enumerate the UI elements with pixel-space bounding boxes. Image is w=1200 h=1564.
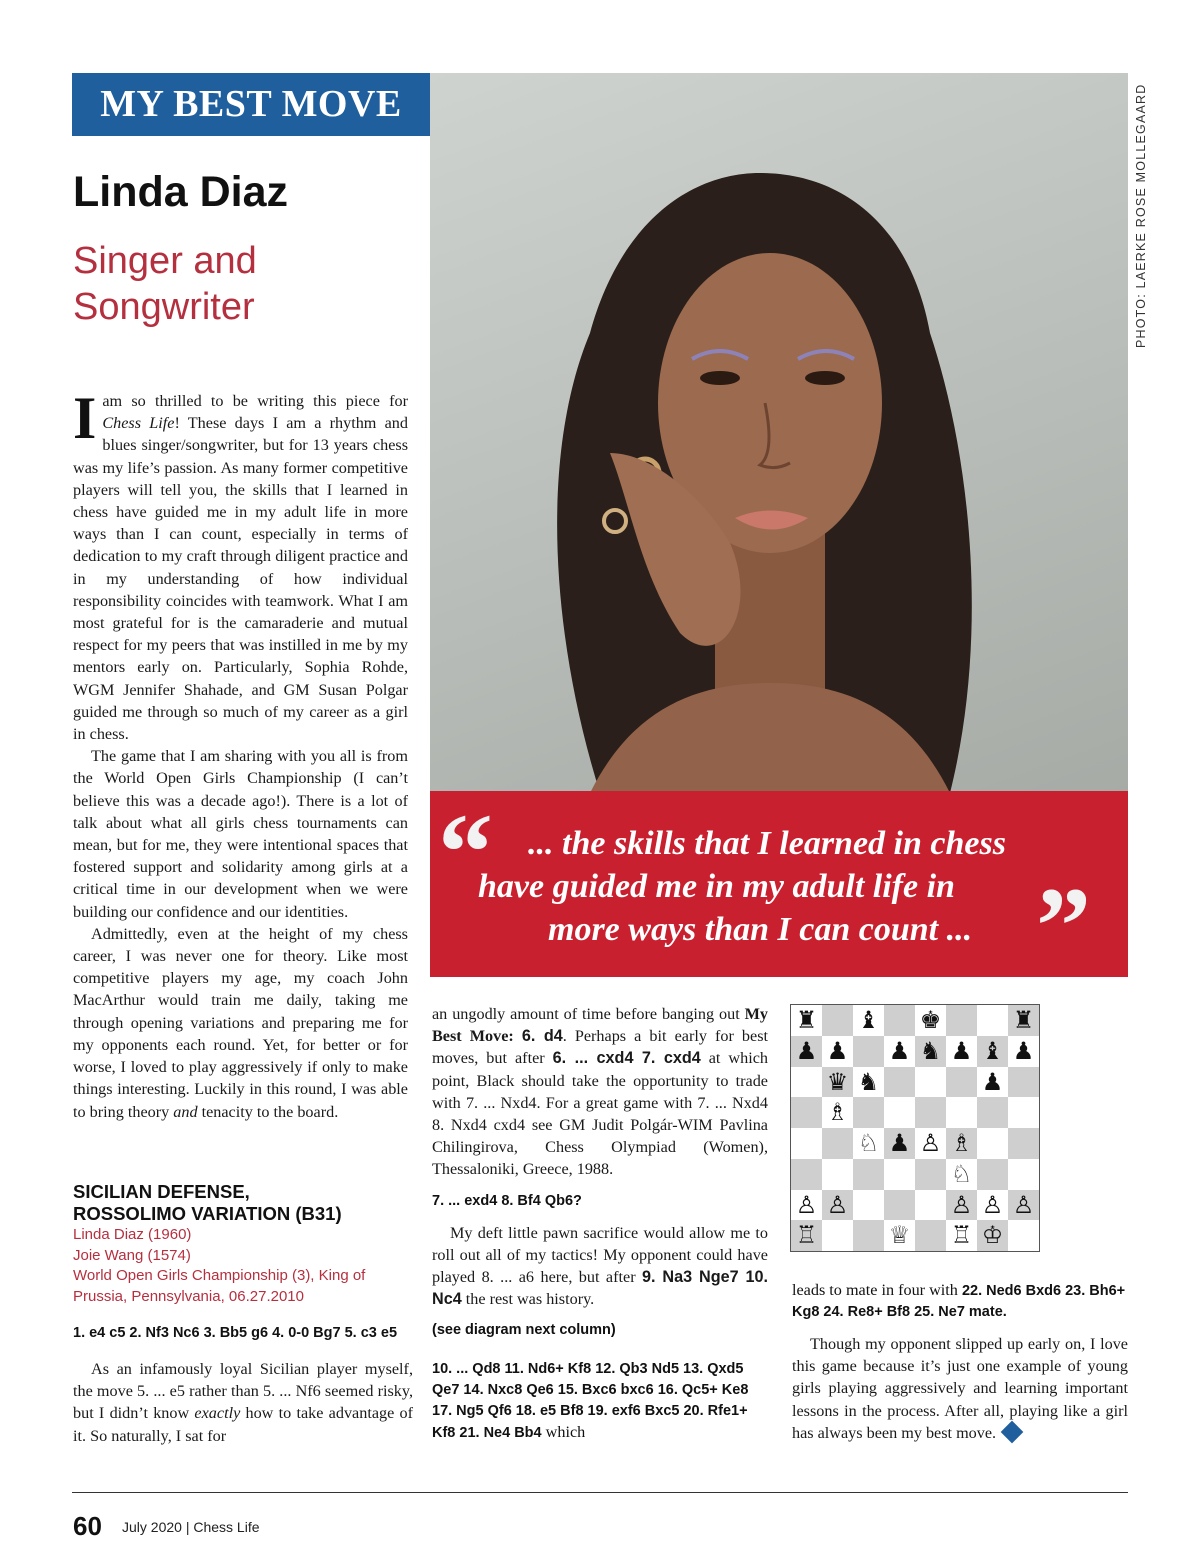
square-d5	[884, 1097, 915, 1128]
para-6-c: the rest was history.	[461, 1290, 595, 1309]
square-h5	[1008, 1097, 1039, 1128]
chess-piece: ♟	[950, 1036, 973, 1065]
pull-quote-line-2: have guided me in my adult life in	[478, 868, 955, 905]
para-4-em: exactly	[194, 1404, 241, 1423]
chess-piece: ♟	[826, 1036, 849, 1065]
chess-piece: ♟	[1012, 1036, 1035, 1065]
square-a2	[791, 1190, 822, 1221]
square-e8	[915, 1005, 946, 1036]
para-4-a: As an infamously loyal Sicilian player myself, the move 5. ... e5 rather than 5. ... Nf6 seemed risky, but I didn’t know	[73, 1360, 413, 1423]
portrait-photo	[430, 73, 1128, 793]
footer-issue: July 2020 | Chess Life	[122, 1519, 260, 1535]
square-f3	[946, 1159, 977, 1190]
para-8: Though my opponent slipped up early on, I love this game because it’s just one example of young girls playing aggressively and learning important lessons in the process. After all, playing like a girl has always been my best move.	[792, 1335, 1128, 1442]
chess-piece: ♟	[981, 1067, 1004, 1096]
square-h8	[1008, 1005, 1039, 1036]
end-mark-icon	[1001, 1420, 1024, 1443]
square-f5	[946, 1097, 977, 1128]
square-g3	[977, 1159, 1008, 1190]
chess-piece: ♙	[919, 1129, 942, 1157]
footer-rule	[72, 1492, 1128, 1493]
square-a3	[791, 1159, 822, 1190]
para-5-b2: 6. d4	[521, 1027, 563, 1046]
square-f4	[946, 1128, 977, 1159]
square-h1	[1008, 1220, 1039, 1251]
para-5-b1: My Best Move:	[432, 1005, 768, 1046]
square-d7	[884, 1036, 915, 1067]
square-d1	[884, 1220, 915, 1251]
square-e7	[915, 1036, 946, 1067]
chess-piece: ♙	[950, 1190, 973, 1219]
square-a6	[791, 1067, 822, 1098]
game-event: World Open Girls Championship (3), King of Prussia, Pennsylvania, 06.27.2010	[73, 1267, 366, 1305]
chess-piece: ♙	[1012, 1190, 1035, 1219]
game-title-1: SICILIAN DEFENSE,	[73, 1181, 250, 1202]
square-h7	[1008, 1036, 1039, 1067]
square-e6	[915, 1067, 946, 1098]
square-g1	[977, 1220, 1008, 1251]
chess-piece: ♟	[888, 1129, 911, 1157]
para-6-a: My deft little pawn sacrifice would allow me to roll out all of my tactics! My opponent could have played 8. ... a6 here, but after	[432, 1223, 768, 1287]
square-h6	[1008, 1067, 1039, 1098]
para-6-b: 9. Na3 Nge7 10. Nc4	[432, 1268, 768, 1309]
para-7-a: leads to mate in four with	[792, 1281, 962, 1299]
para-3-b: tenacity to the board.	[197, 1102, 339, 1121]
para-5-a: an ungodly amount of time before banging out	[432, 1005, 745, 1023]
square-a5	[791, 1097, 822, 1128]
pull-quote	[430, 791, 1128, 987]
para-3-a: Admittedly, even at the height of my chess career, I was never one for theory. Like most competitive players my age, my coach John MacArthur would train me daily, taking me through opening variations and preparing me for my opponents each round. Yet, for better or for worse, I loved to play aggressively if only to make things interesting. Luckily in this round, I was able to bring theory	[73, 924, 408, 1121]
square-g4	[977, 1128, 1008, 1159]
chess-piece: ♘	[857, 1129, 880, 1157]
para-5-d: 6. ... cxd4 7. cxd4	[552, 1049, 701, 1068]
square-b8	[822, 1005, 853, 1036]
para-5-c: . Perhaps a bit early for best moves, but after	[432, 1027, 768, 1068]
square-h4	[1008, 1128, 1039, 1159]
black-player: Joie Wang (1574)	[73, 1246, 191, 1264]
para-4-b: how to take advantage of it. So naturally, I sat for	[73, 1404, 414, 1445]
game-header	[73, 1181, 413, 1447]
author-name: Linda Diaz	[73, 168, 289, 216]
square-a1	[791, 1220, 822, 1251]
chess-piece: ♜	[1012, 1006, 1035, 1034]
moves-3-tail: which	[541, 1423, 586, 1442]
square-d2	[884, 1190, 915, 1221]
chess-piece: ♕	[888, 1221, 911, 1250]
chess-piece: ♞	[857, 1067, 880, 1096]
square-b1	[822, 1220, 853, 1251]
square-b7	[822, 1036, 853, 1067]
chess-piece: ♜	[795, 1006, 818, 1034]
para-1-a: am so thrilled to be writing this piece for	[102, 392, 408, 410]
square-b3	[822, 1159, 853, 1190]
white-player: Linda Diaz (1960)	[73, 1226, 192, 1243]
chess-piece: ♙	[981, 1190, 1004, 1219]
square-c6	[853, 1067, 884, 1098]
square-b2	[822, 1190, 853, 1221]
chess-piece: ♟	[795, 1036, 818, 1065]
square-c7	[853, 1036, 884, 1067]
para-1-b: ! These days I am a rhythm and blues singer/songwriter, but for 13 years chess was my life’s passion. As many former competitive players will tell you, the skills that I learned in chess have guided me in my adult life in more ways than I can count, especially in terms of dedication to my craft through diligent practice and in my understanding of how individual responsibility coincides with teamwork. What I am most grateful for is the camaraderie and mutual respect for my peers that was instilled in me by my mentors early on. Particularly, Sophia Rohde, WGM Jennifer Shahade, and GM Susan Polgar guided me through so much of my career as a girl in chess.	[73, 414, 408, 744]
square-g2	[977, 1190, 1008, 1221]
square-d8	[884, 1005, 915, 1036]
chess-diagram	[790, 1004, 1040, 1252]
square-c2	[853, 1190, 884, 1221]
square-e3	[915, 1159, 946, 1190]
portrait-illustration	[430, 73, 1128, 793]
chess-piece: ♖	[795, 1221, 818, 1250]
diagram-note: (see diagram next column)	[432, 1322, 616, 1339]
square-c4	[853, 1128, 884, 1159]
chess-piece: ♘	[950, 1159, 973, 1188]
square-e2	[915, 1190, 946, 1221]
square-d4	[884, 1128, 915, 1159]
pull-quote-line-1: ... the skills that I learned in chess	[528, 825, 1006, 862]
dropcap: I	[73, 385, 97, 451]
square-f2	[946, 1190, 977, 1221]
page-number: 60	[73, 1511, 102, 1541]
chess-piece: ♚	[919, 1006, 942, 1034]
square-g8	[977, 1005, 1008, 1036]
chess-piece: ♙	[826, 1190, 849, 1219]
column-3	[792, 1280, 1128, 1444]
chess-piece: ♛	[826, 1067, 849, 1096]
square-g5	[977, 1097, 1008, 1128]
square-b6	[822, 1067, 853, 1098]
photo-credit: PHOTO: LAERKE ROSE MOLLEGAARD	[1134, 83, 1148, 348]
moves-3-bold: 10. ... Qd8 11. Nd6+ Kf8 12. Qb3 Nd5 13. Qxd5 Qe7 14. Nxc8 Qe6 15. Bxc6 bxc6 16. Qc5+ Ke8 17. Ng5 Qf6 18. e5 Bf8 19. exf6 Bxc5 20. Rfe1+ Kf8 21. Ne4 Bb4	[432, 1361, 749, 1442]
author-role: Singer and Songwriter	[73, 240, 257, 328]
square-f7	[946, 1036, 977, 1067]
square-h2	[1008, 1190, 1039, 1221]
square-c1	[853, 1220, 884, 1251]
chess-piece: ♞	[919, 1036, 942, 1065]
close-quote-mark: ”	[1036, 865, 1091, 987]
chess-piece: ♖	[950, 1221, 973, 1250]
square-h3	[1008, 1159, 1039, 1190]
square-c8	[853, 1005, 884, 1036]
chess-piece: ♝	[981, 1036, 1004, 1065]
square-d6	[884, 1067, 915, 1098]
section-banner: MY BEST MOVE	[72, 73, 430, 136]
game-title-2: ROSSOLIMO VARIATION (B31)	[73, 1203, 342, 1224]
square-e5	[915, 1097, 946, 1128]
column-1	[73, 385, 408, 1123]
square-a7	[791, 1036, 822, 1067]
square-e1	[915, 1220, 946, 1251]
pull-quote-line-3: more ways than I can count ...	[548, 911, 973, 948]
chess-piece: ♟	[888, 1036, 911, 1065]
chess-piece: ♗	[950, 1129, 973, 1157]
moves-2: 7. ... exd4 8. Bf4 Qb6?	[432, 1192, 582, 1209]
moves-1: 1. e4 c5 2. Nf3 Nc6 3. Bb5 g6 4. 0-0 Bg7 5. c3 e5	[73, 1325, 398, 1341]
para-3-em: and	[173, 1102, 198, 1121]
square-c3	[853, 1159, 884, 1190]
square-g7	[977, 1036, 1008, 1067]
chess-piece: ♝	[857, 1006, 880, 1034]
open-quote-mark: “	[438, 791, 493, 913]
square-f6	[946, 1067, 977, 1098]
square-a8	[791, 1005, 822, 1036]
square-b4	[822, 1128, 853, 1159]
para-7-b: 22. Ned6 Bxd6 23. Bh6+ Kg8 24. Re8+ Bf8 25. Ne7 mate.	[792, 1283, 1126, 1320]
square-f1	[946, 1220, 977, 1251]
square-c5	[853, 1097, 884, 1128]
square-g6	[977, 1067, 1008, 1098]
chess-piece: ♗	[826, 1098, 849, 1127]
para-5-e: at which point, Black should take the opportunity to trade with 7. ... Nxd4. For a great game with 7. ... Nxd4 8. Nxd4 cxd4 see GM Judit Polgár-WIM Pavlina Chilingirova, Chess Olympiad (Women), Thessaloniki, Greece, 1988.	[432, 1049, 768, 1179]
chess-piece: ♙	[795, 1190, 818, 1219]
chess-piece: ♔	[981, 1221, 1004, 1250]
moves-3	[432, 1359, 768, 1444]
square-f8	[946, 1005, 977, 1036]
square-e4	[915, 1128, 946, 1159]
square-a4	[791, 1128, 822, 1159]
magazine-name: Chess Life	[102, 414, 175, 433]
square-d3	[884, 1159, 915, 1190]
para-2: The game that I am sharing with you all is from the World Open Girls Championship (I can’t believe this was a decade ago!). There is a lot of talk about what all girls chess tournaments can mean, but for me, they were intentional spaces that fostered support and solidarity among girls at a critical time in our development when we were building our confidence and our identities.	[73, 747, 408, 921]
column-2	[432, 1003, 768, 1444]
square-b5	[822, 1097, 853, 1128]
